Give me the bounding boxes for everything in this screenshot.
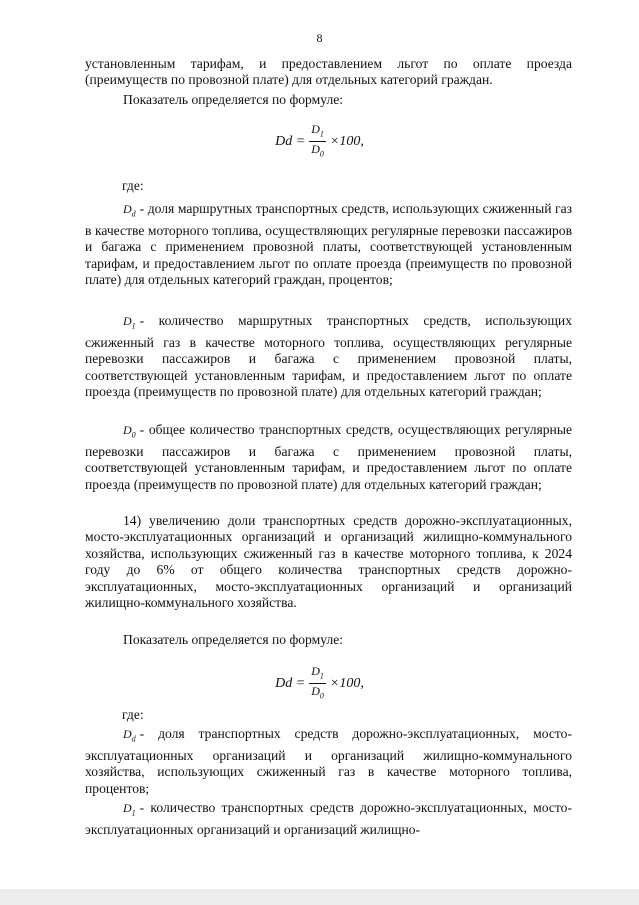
formula-1-fraction [309, 122, 326, 162]
definition-d1-1 [85, 313, 572, 400]
definition-d1-2-text: - количество транспортных средств дорожно-эксплуатационных, мосто-эксплуатационных организаций и организаций жилищно- [85, 800, 572, 837]
page-number: 8 [316, 31, 323, 45]
formula-1 [0, 122, 639, 162]
paragraph-continuation: установленным тарифам, и предоставлением льгот по оплате проезда (преимуществ по провозной плате) для отдельных категорий граждан. [85, 56, 572, 88]
formula-2-tail: ×100, [329, 675, 364, 691]
formula-1-denominator: $D_0$ [311, 142, 324, 159]
formula-2-numerator: $D_1$ [309, 664, 326, 684]
where-label-1: где: [122, 178, 144, 193]
definition-d0-1 [85, 422, 572, 493]
definition-d1-1-text: - количество маршрутных транспортных средств, использующих сжиженный газ в качестве моторного топлива, осуществляющих регулярные перевозки пассажиров и багажа с применением провозной платы, соответствующей установленным тарифам, и предоставлением льгот по оплате проезда (преимуществ по провозной плате) для отдельных категорий граждан; [85, 313, 572, 400]
symbol-dd-2: $D_d$ [123, 727, 136, 744]
where-label-2: где: [122, 707, 144, 722]
formula-intro-1: Показатель определяется по формуле: [123, 92, 344, 107]
formula-2-denominator: $D_0$ [311, 684, 324, 701]
symbol-d0-1: $D_0$ [123, 423, 136, 440]
definition-dd-2 [85, 726, 572, 797]
definition-dd-1-text: - доля маршрутных транспортных средств, использующих сжиженный газ в качестве моторного топлива, осуществляющих регулярные перевозки пассажиров и багажа с применением провозной платы, соответствующей установленным тарифам, и предоставлением льгот по оплате проезда (преимуществ по провозной плате) для отдельных категорий граждан, процентов; [85, 201, 572, 288]
definition-dd-2-text: - доля транспортных средств дорожно-эксплуатационных, мосто-эксплуатационных организаций и организаций жилищно-коммунального хозяйства, использующих сжиженный газ в качестве моторного топлива, процентов; [85, 726, 572, 796]
symbol-d1-2: $D_1$ [123, 801, 136, 818]
symbol-d1-1: $D_1$ [123, 314, 136, 331]
formula-1-tail: ×100, [329, 133, 364, 149]
formula-1-lhs: Dd = [275, 133, 306, 149]
definition-dd-1 [85, 201, 572, 288]
scan-bottom-edge [0, 889, 639, 905]
formula-1-numerator: $D_1$ [309, 122, 326, 142]
formula-2 [0, 664, 639, 704]
formula-2-lhs: Dd = [275, 675, 306, 691]
definition-d1-2 [85, 800, 572, 838]
formula-2-fraction [309, 664, 326, 704]
list-item-14: 14) увеличению доли транспортных средств дорожно-эксплуатационных, мосто-эксплуатационных организаций и организаций жилищно-коммунального хозяйства, использующих сжиженный газ в качестве моторного топлива, к 2024 году до 6% от общего количества транспортных средств дорожно-эксплуатационных, мосто-эксплуатационных организаций и организаций жилищно-коммунального хозяйства. [85, 513, 572, 611]
symbol-dd-1: $D_d$ [123, 202, 136, 219]
definition-d0-1-text: - общее количество транспортных средств, осуществляющих регулярные перевозки пассажиров и багажа с применением провозной платы, соответствующей установленным тарифам, и предоставлением льгот по оплате проезда (преимуществ по провозной плате) для отдельных категорий граждан; [85, 422, 572, 492]
formula-intro-2: Показатель определяется по формуле: [123, 632, 344, 647]
